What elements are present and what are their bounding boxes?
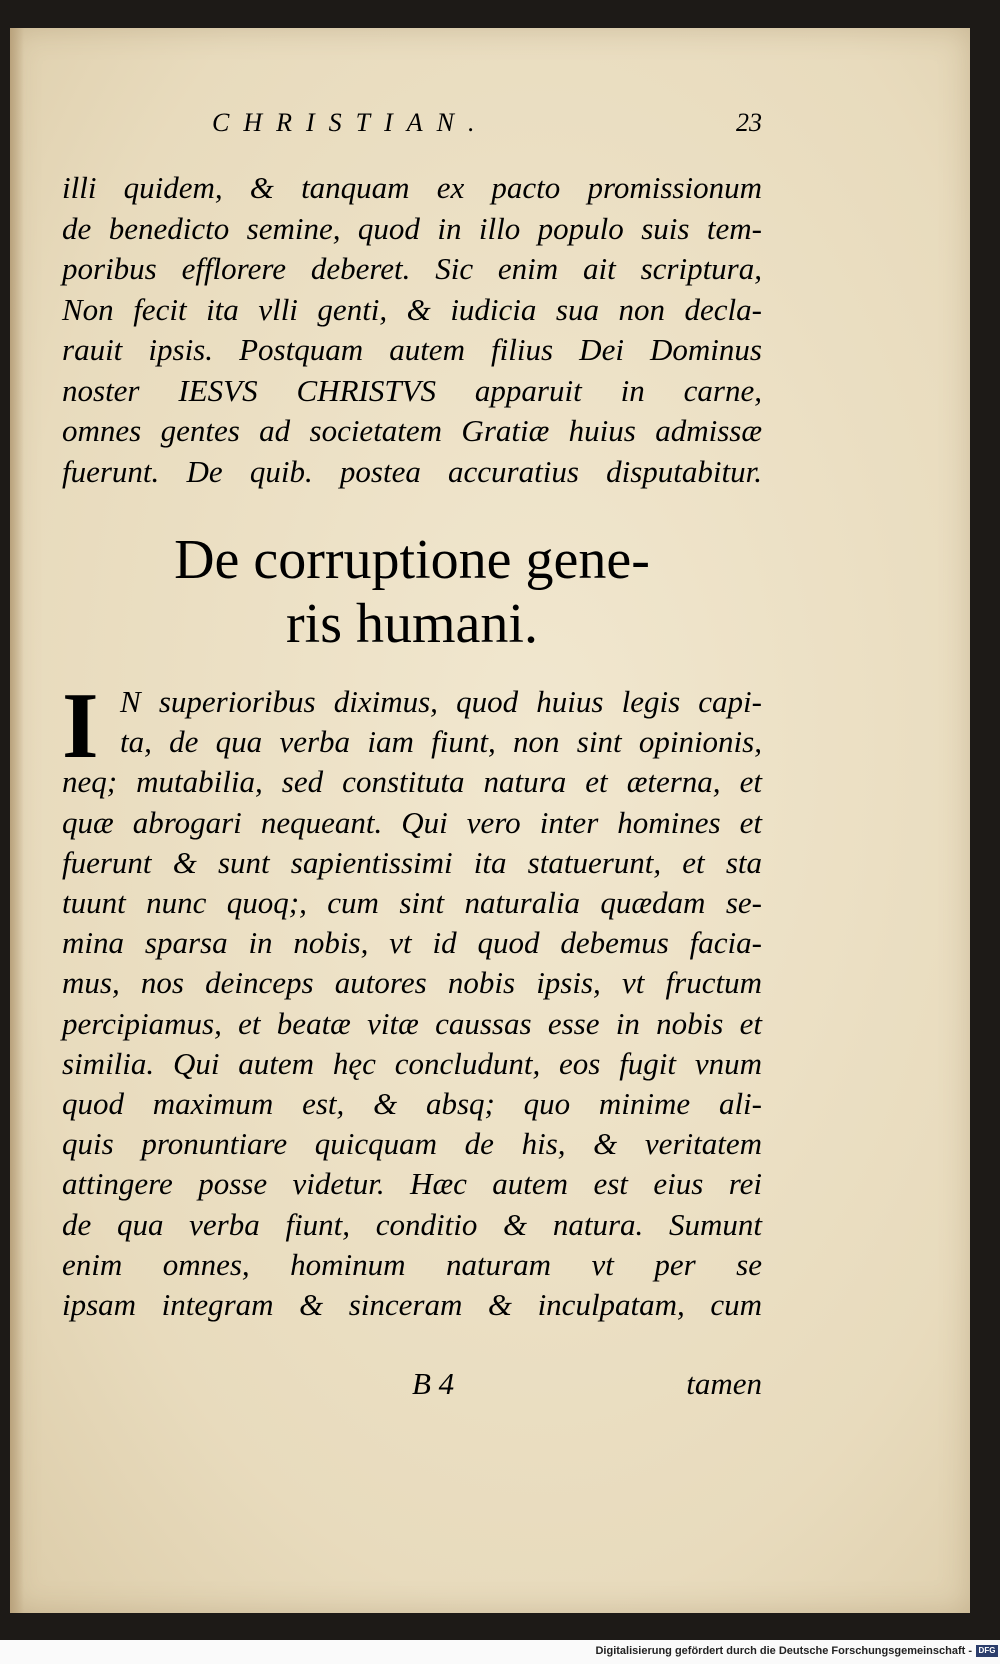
- text-line: Non fecit ita vlli genti, & iudicia sua non decla-: [62, 291, 762, 327]
- credit-bar: [0, 1640, 1000, 1664]
- text-line: attingere posse videtur. Hæc autem est eius rei: [62, 1166, 762, 1202]
- section-heading: [62, 528, 762, 656]
- text-line: rauit ipsis. Postquam autem filius Dei Dominus: [62, 332, 762, 367]
- catchword: tamen: [686, 1366, 762, 1401]
- running-head-title: CHRISTIAN.: [212, 108, 489, 137]
- text-line: fuerunt & sunt sapientissimi ita statuerunt, et sta: [62, 844, 762, 880]
- page-gutter-shadow: [10, 28, 24, 1613]
- funding-credit: Digitalisierung gefördert durch die Deutsche Forschungsgemeinschaft -: [595, 1645, 972, 1657]
- text-line: fuerunt. De quib. postea accuratius disputabitur.: [62, 453, 762, 489]
- drop-cap: I: [62, 674, 99, 778]
- text-line: mina sparsa in nobis, vt id quod debemus facia-: [62, 925, 762, 961]
- top-paragraph: [62, 168, 762, 492]
- main-paragraph: [62, 674, 762, 1325]
- text-line: enim omnes, hominum naturam vt per se: [62, 1246, 762, 1282]
- text-line: noster IESVS CHRISTVS apparuit in carne,: [62, 372, 762, 408]
- heading-line: ris humani.: [286, 593, 538, 655]
- text-line: ta, de qua verba iam fiunt, non sint opinionis,: [120, 724, 762, 760]
- text-line: similia. Qui autem hęc concludunt, eos fugit vnum: [62, 1045, 762, 1081]
- text-line: quis pronuntiare quicquam de his, & veritatem: [62, 1126, 762, 1162]
- text-line: quod maximum est, & absq; quo minime ali-: [62, 1086, 762, 1122]
- text-line: de qua verba fiunt, conditio & natura. Sumunt: [62, 1206, 762, 1242]
- text-line: omnes gentes ad societatem Gratiæ huius admissæ: [62, 413, 762, 448]
- text-line: tuunt nunc quoq;, cum sint naturalia quædam se-: [62, 885, 762, 921]
- signature-mark: B 4: [412, 1366, 455, 1401]
- dfg-logo: DFG: [976, 1645, 998, 1657]
- text-line: percipiamus, et beatæ vitæ caussas esse in nobis et: [62, 1005, 762, 1041]
- text-line: N superioribus diximus, quod huius legis capi-: [120, 684, 762, 719]
- page-footer: [62, 1366, 762, 1406]
- heading-line: De corruptione gene-: [174, 529, 650, 591]
- text-line: de benedicto semine, quod in illo populo suis tem-: [62, 210, 762, 246]
- text-line: poribus efflorere deberet. Sic enim ait scriptura,: [62, 251, 762, 286]
- page-number: 23: [736, 108, 762, 137]
- text-line: ipsam integram & sinceram & inculpatam, cum: [62, 1287, 762, 1323]
- text-line: quæ abrogari nequeant. Qui vero inter homines et: [62, 804, 762, 840]
- text-line: neq; mutabilia, sed constituta natura et æterna, et: [62, 764, 762, 800]
- text-line: illi quidem, & tanquam ex pacto promissionum: [62, 170, 762, 205]
- text-line: mus, nos deinceps autores nobis ipsis, vt fructum: [62, 965, 762, 1001]
